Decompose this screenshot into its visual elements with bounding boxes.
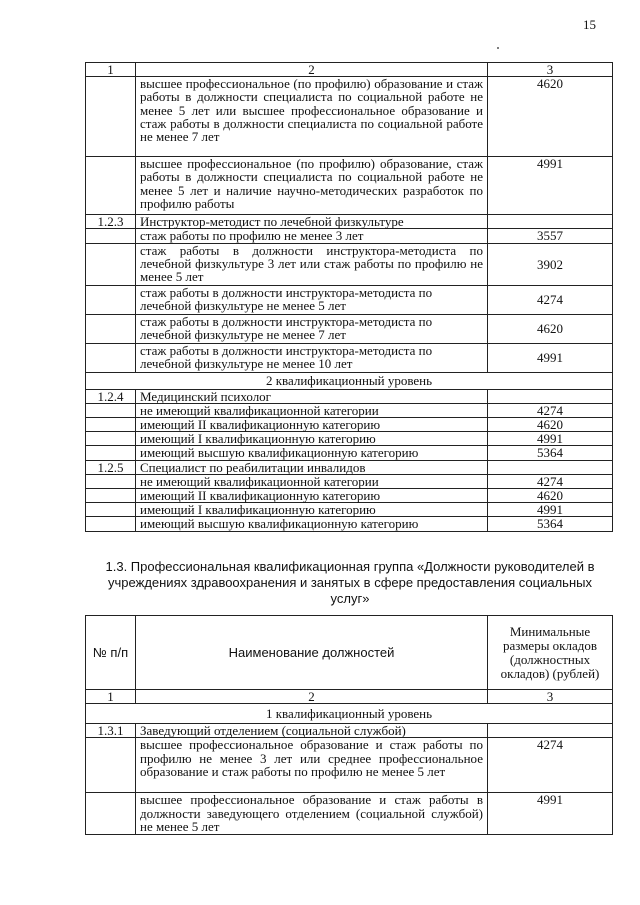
position-name: высшее профессиональное (по профилю) образование, стаж работы в должности специалиста по социальной работе не менее 5 лет и наличие научно-методических разработок по профилю работы [136,157,488,215]
row-number [86,243,136,285]
row-number [86,418,136,432]
position-name: Специалист по реабилитации инвалидов [136,460,488,474]
row-number [86,343,136,372]
row-number [86,474,136,488]
row-number: 1.2.3 [86,215,136,229]
table-row [86,215,613,229]
position-name: высшее профессиональное (по профилю) образование и стаж работы в должности специалиста по социальной работе не менее 5 лет или высшее профессиональное образование и стаж работы в должности специалиста по социальной работе не менее 7 лет [136,77,488,157]
position-name: имеющий II квалификационную категорию [136,489,488,503]
position-name: имеющий высшую квалификационную категорию [136,517,488,531]
col-number-header: 1 [86,690,136,704]
table-row [86,460,613,474]
table-row [86,343,613,372]
position-name: не имеющий квалификационной категории [136,474,488,488]
table-row [86,446,613,460]
salary-value: 4991 [488,503,613,517]
salary-value: 4274 [488,474,613,488]
table-row [86,738,613,793]
table-header-row [86,690,613,704]
col-value-header: 3 [488,63,613,77]
row-number: 1.2.4 [86,389,136,403]
salary-value: 4620 [488,314,613,343]
position-name: имеющий высшую квалификационную категорию [136,446,488,460]
salary-value [488,460,613,474]
table-row [86,389,613,403]
col-number-title: № п/п [86,616,136,690]
table-row [86,793,613,835]
row-number [86,446,136,460]
salary-value: 4274 [488,403,613,417]
qualification-level-1: 1 квалификационный уровень [86,704,613,724]
table-row [86,432,613,446]
table-row [86,403,613,417]
position-name: не имеющий квалификационной категории [136,403,488,417]
salary-value [488,724,613,738]
position-name: имеющий II квалификационную категорию [136,418,488,432]
row-number [86,503,136,517]
table-row [86,77,613,157]
table-row [86,724,613,738]
position-name: стаж работы в должности инструктора-методиста по лечебной физкультуре не менее 10 лет [136,343,488,372]
salary-value [488,389,613,403]
salary-value: 4991 [488,343,613,372]
table-row [86,285,613,314]
col-name-title: Наименование должностей [136,616,488,690]
row-number [86,432,136,446]
position-name: стаж работы в должности инструктора-методиста по лечебной физкультуре не менее 7 лет [136,314,488,343]
salary-value: 4274 [488,285,613,314]
row-number [86,793,136,835]
row-number: 1.2.5 [86,460,136,474]
table-row [86,243,613,285]
qualification-level-row [86,372,613,389]
salary-value: 4274 [488,738,613,793]
qualification-level-2: 2 квалификационный уровень [86,372,613,389]
row-number [86,403,136,417]
salary-value: 4991 [488,157,613,215]
col-name-header: 2 [136,690,488,704]
salary-value: 4991 [488,432,613,446]
col-number-header: 1 [86,63,136,77]
position-name: Заведующий отделением (социальной службой) [136,724,488,738]
row-number: 1.3.1 [86,724,136,738]
qualification-level-row [86,704,613,724]
table-row [86,503,613,517]
salary-value: 4991 [488,793,613,835]
page-number: 15 [583,17,596,32]
table-row [86,489,613,503]
row-number [86,738,136,793]
position-name: стаж работы по профилю не менее 3 лет [136,229,488,243]
position-name: высшее профессиональное образование и стаж работы по профилю не менее 3 лет или среднее профессиональное образование и стаж работы по профилю не менее 5 лет [136,738,488,793]
salary-value: 4620 [488,489,613,503]
table-header-row [86,63,613,77]
qualification-table-1 [85,62,613,532]
table-row [86,517,613,531]
row-number [86,489,136,503]
position-name: имеющий I квалификационную категорию [136,503,488,517]
salary-value: 3902 [488,243,613,285]
salary-value: 5364 [488,517,613,531]
row-number [86,314,136,343]
table-row [86,474,613,488]
position-name: имеющий I квалификационную категорию [136,432,488,446]
table-row [86,314,613,343]
section-title: 1.3. Профессиональная квалификационная группа «Должности руководителей в учреждениях здравоохранения и занятых в сфере предоставления социальных услуг» [105,559,595,606]
position-name: стаж работы в должности инструктора-методиста по лечебной физкультуре 3 лет или стаж работы по профилю не менее 5 лет [136,243,488,285]
salary-value: 3557 [488,229,613,243]
row-number [86,285,136,314]
salary-value [488,215,613,229]
table-row [86,157,613,215]
row-number [86,77,136,157]
position-name: Инструктор-методист по лечебной физкультуре [136,215,488,229]
qualification-table-2 [85,615,613,835]
salary-value: 5364 [488,446,613,460]
table-column-header-row [86,616,613,690]
salary-value: 4620 [488,418,613,432]
scan-speck [497,47,499,49]
row-number [86,157,136,215]
position-name: Медицинский психолог [136,389,488,403]
table-row [86,418,613,432]
row-number [86,229,136,243]
row-number [86,517,136,531]
col-value-title: Минимальные размеры окладов (должностных окладов) (рублей) [488,616,613,690]
salary-value: 4620 [488,77,613,157]
col-value-header: 3 [488,690,613,704]
table-row [86,229,613,243]
position-name: стаж работы в должности инструктора-методиста по лечебной физкультуре не менее 5 лет [136,285,488,314]
position-name: высшее профессиональное образование и стаж работы в должности заведующего отделением (социальной службой) не менее 5 лет [136,793,488,835]
col-name-header: 2 [136,63,488,77]
